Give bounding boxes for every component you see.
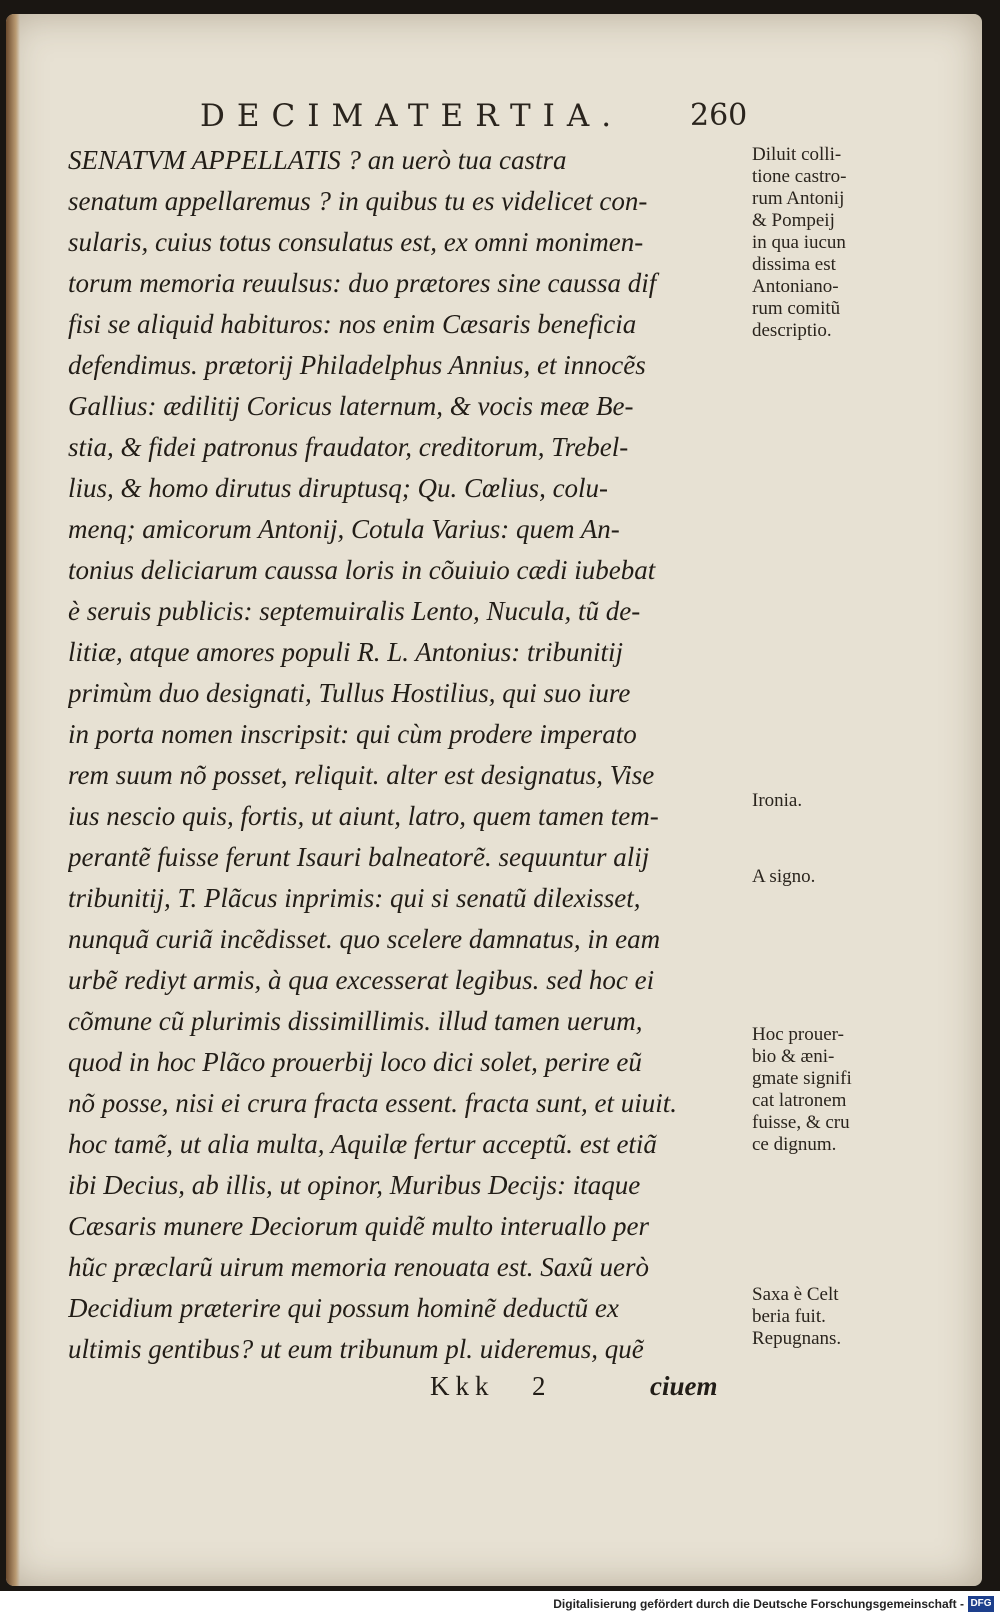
margin-note-line: Ironia. xyxy=(752,790,803,811)
text-line: ultimis gentibus? ut eum tribunum pl. uideremus, quẽ xyxy=(68,1334,644,1364)
digitization-footer xyxy=(0,1591,1000,1619)
text-line: ius nescio quis, fortis, ut aiunt, latro, quem tamen tem- xyxy=(68,801,659,831)
text-line: lius, & homo dirutus diruptusq; Qu. Cœlius, colu- xyxy=(68,473,609,503)
text-line: hoc tamẽ, ut alia multa, Aquilæ fertur acceptũ. est etiã xyxy=(68,1129,657,1159)
margin-note-line: Hoc prouer- xyxy=(752,1024,844,1045)
margin-note-line: fuisse, & cru xyxy=(752,1112,850,1133)
margin-note-line: rum comitũ xyxy=(752,298,841,319)
margin-note-line: Diluit colli- xyxy=(752,144,842,165)
text-line: Cæsaris munere Deciorum quidẽ multo interuallo per xyxy=(68,1211,649,1241)
margin-note-line: descriptio. xyxy=(752,320,832,341)
text-line: stia, & fidei patronus fraudator, creditorum, Trebel- xyxy=(68,432,629,462)
text-line: senatum appellaremus ? in quibus tu es videlicet con- xyxy=(68,186,648,216)
margin-note-diluit xyxy=(752,144,912,342)
margin-note-line: Repugnans. xyxy=(752,1328,842,1349)
text-line: fisi se aliquid habituros: nos enim Cæsaris beneficia xyxy=(68,309,637,339)
text-line: Gallius: ædilitij Coricus laternum, & vocis meæ Be- xyxy=(68,391,634,421)
running-title: DECIMATERTIA. xyxy=(200,98,624,134)
margin-note-line: bio & æni- xyxy=(752,1046,835,1067)
text-line: rem suum nõ posset, reliquit. alter est designatus, Vise xyxy=(68,760,655,790)
page-number: 260 xyxy=(690,98,748,133)
dfg-logo-icon: DFG xyxy=(968,1596,994,1612)
page-header xyxy=(0,98,1000,144)
text-line: nõ posse, nisi ei crura fracta essent. fracta sunt, et uiuit. xyxy=(68,1088,677,1118)
text-line: defendimus. prætorij Philadelphus Annius, et innocẽs xyxy=(68,350,646,380)
margin-note-line: gmate signifi xyxy=(752,1068,852,1089)
margin-note-line: & Pompeij xyxy=(752,210,835,231)
text-line: Decidium præterire qui possum hominẽ deductũ ex xyxy=(68,1293,619,1323)
text-line: torum memoria reuulsus: duo prætores sine caussa dif xyxy=(68,268,657,298)
text-line: litiæ, atque amores populi R. L. Antonius: tribunitij xyxy=(68,637,624,667)
text-line: tonius deliciarum caussa loris in cõuiuio cædi iubebat xyxy=(68,555,656,585)
margin-note-line: tione castro- xyxy=(752,166,847,187)
signature-number: 2 xyxy=(532,1371,546,1401)
text-line: è seruis publicis: septemuiralis Lento, Nucula, tũ de- xyxy=(68,596,641,626)
text-line: sularis, cuius totus consulatus est, ex omni monimen- xyxy=(68,227,644,257)
footer-credit-text: Digitalisierung gefördert durch die Deutsche Forschungsgemeinschaft - xyxy=(553,1597,964,1611)
margin-note-line: Saxa è Celt xyxy=(752,1284,839,1305)
margin-note-line: ce dignum. xyxy=(752,1134,837,1155)
text-line: urbẽ rediyt armis, à qua excesserat legibus. sed hoc ei xyxy=(68,965,655,995)
text-line: quod in hoc Plãco prouerbij loco dici solet, perire eũ xyxy=(68,1047,642,1077)
page-gutter-edge xyxy=(6,14,20,1586)
margin-note-line: dissima est xyxy=(752,254,836,275)
margin-note-prouerbio xyxy=(752,1024,912,1156)
text-line: tribunitij, T. Plãcus inprimis: qui si senatũ dilexisset, xyxy=(68,883,641,913)
margin-note-line: beria fuit. xyxy=(752,1306,826,1327)
text-line: perantẽ fuisse ferunt Isauri balneatorẽ. sequuntur alij xyxy=(68,842,650,872)
catchword: ciuem xyxy=(650,1371,718,1401)
text-line: primùm duo designati, Tullus Hostilius, qui suo iure xyxy=(68,678,631,708)
main-text-block xyxy=(68,140,746,1370)
margin-note-line: A signo. xyxy=(752,866,816,887)
text-line: nunquã curiã incẽdisset. quo scelere damnatus, in eam xyxy=(68,924,661,954)
margin-note-line: Antoniano- xyxy=(752,276,839,297)
signature-mark: Kkk xyxy=(430,1371,495,1401)
text-line: hũc præclarũ uirum memoria renouata est. Saxũ uerò xyxy=(68,1252,649,1282)
margin-note-line: cat latronem xyxy=(752,1090,847,1111)
margin-note-a-signo xyxy=(752,866,912,888)
text-line: ibi Decius, ab illis, ut opinor, Muribus Decijs: itaque xyxy=(68,1170,641,1200)
margin-note-line: in qua iucun xyxy=(752,232,846,253)
text-line: cõmune cũ plurimis dissimillimis. illud tamen uerum, xyxy=(68,1006,643,1036)
text-line: SENATVM APPELLATIS ? an uerò tua castra xyxy=(68,145,567,175)
margin-note-ironia xyxy=(752,790,912,812)
text-line: in porta nomen inscripsit: qui cùm prodere imperato xyxy=(68,719,637,749)
signature-line xyxy=(0,1371,1000,1411)
margin-note-saxa xyxy=(752,1284,912,1350)
margin-note-line: rum Antonij xyxy=(752,188,845,209)
text-line: menq; amicorum Antonij, Cotula Varius: quem An- xyxy=(68,514,620,544)
